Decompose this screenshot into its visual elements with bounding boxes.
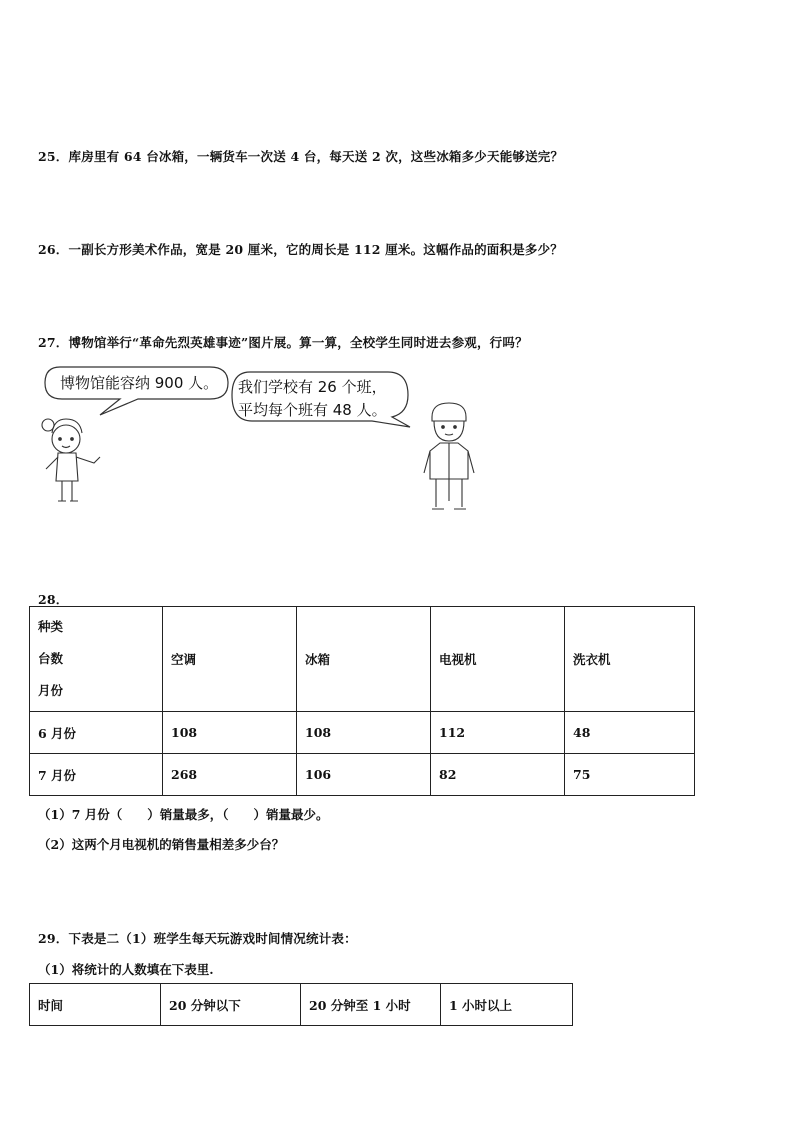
table-cell: 20 分钟至 1 小时 [301,984,441,1026]
table-cell: 48 [565,712,695,754]
col-header-aircon: 空调 [163,607,297,712]
table-cell: 108 [163,712,297,754]
q27-illustration [0,355,794,525]
boy-speech-line2: 平均每个班有 48 人。 [238,401,387,419]
question-28-part-2: （2）这两个月电视机的销售量相差多少台？ [38,837,285,852]
table-cell: 268 [163,754,297,796]
table-row [30,754,695,796]
game-time-table [29,983,573,1026]
corner-month-label: 月份 [38,683,64,698]
col-header-tv: 电视机 [431,607,565,712]
girl-speech-text: 博物馆能容纳 900 人。 [60,374,219,392]
table-cell: 112 [431,712,565,754]
col-header-fridge: 冰箱 [297,607,431,712]
question-25: 25．库房里有 64 台冰箱，一辆货车一次送 4 台，每天送 2 次，这些冰箱多少天能够送完？ [38,149,564,164]
row-label-july: 7 月份 [30,754,163,796]
girl-figure-icon [42,419,100,501]
sales-table [29,606,695,796]
girl-speech-bubble [45,367,228,415]
table-cell: 82 [431,754,565,796]
question-29: 29．下表是二（1）班学生每天玩游戏时间情况统计表： [38,931,357,946]
row-label-june: 6 月份 [30,712,163,754]
question-27: 27．博物馆举行“革命先烈英雄事迹”图片展。算一算，全校学生同时进去参观，行吗？ [38,335,528,350]
boy-speech-bubble [232,372,410,427]
table-cell: 106 [297,754,431,796]
question-28: 28． [38,592,69,607]
table-corner-cell [30,607,163,712]
question-29-part-1: （1）将统计的人数填在下表里. [38,962,214,977]
corner-category-label: 种类 [38,619,64,634]
table-cell: 1 小时以上 [441,984,573,1026]
table-row [30,984,573,1026]
question-26: 26．一副长方形美术作品，宽是 20 厘米，它的周长是 112 厘米。这幅作品的面积是多少？ [38,242,563,257]
table-header-row [30,607,695,712]
table-row [30,712,695,754]
corner-count-label: 台数 [38,651,64,666]
question-28-part-1: （1）7 月份（ ）销量最多，（ ）销量最少。 [38,807,329,822]
table-cell: 时间 [30,984,161,1026]
table-cell: 75 [565,754,695,796]
boy-speech-line1: 我们学校有 26 个班， [238,378,387,396]
boy-figure-icon [424,403,474,509]
col-header-washer: 洗衣机 [565,607,695,712]
table-cell: 20 分钟以下 [161,984,301,1026]
table-cell: 108 [297,712,431,754]
